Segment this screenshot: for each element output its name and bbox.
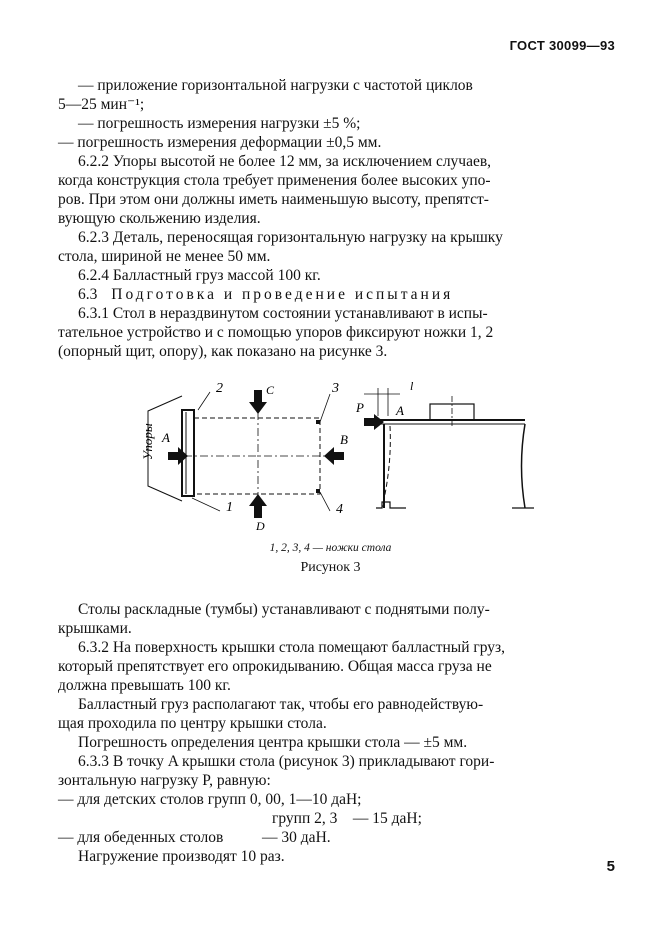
leader-3 (320, 394, 330, 422)
text-line: 6.2.2 Упоры высотой не более 12 мм, за исключением случаев, (78, 153, 492, 170)
section-heading (58, 285, 618, 304)
figure-caption: 1, 2, 3, 4 — ножки стола (269, 542, 392, 554)
arrow-a-shaft (168, 452, 178, 460)
floor-stop (376, 502, 406, 508)
leader-2 (198, 392, 210, 410)
label-a: A (162, 430, 170, 445)
label-c: C (266, 383, 275, 397)
section-number: 6.3 (78, 286, 98, 303)
arrow-b-shaft (334, 452, 344, 460)
label-l: l (410, 379, 414, 393)
text-line: 6.3.2 На поверхность крышки стола помещают балластный груз, (78, 639, 506, 656)
text-line: — для детских столов групп 0, 00, 1—10 даН; (58, 791, 362, 808)
section-title: Подготовка и проведение испытания (111, 286, 454, 303)
label-a-side: A (396, 403, 404, 418)
text-line: Балластный груз располагают так, чтобы его равнодействую- (78, 696, 484, 713)
leader-4 (320, 492, 330, 511)
arrow-c-shaft (254, 390, 262, 402)
arrow-b-head (324, 447, 334, 465)
text-line: стола, шириной не менее 50 мм. (58, 248, 271, 265)
label-d: D (256, 519, 265, 533)
text-line: крышками. (58, 620, 132, 637)
text-line: вующую скольжению изделия. (58, 210, 261, 227)
text-line: когда конструкция стола требует применения более высоких упо- (58, 172, 491, 189)
text-line: (опорный щит, опору), как показано на рисунке 3. (58, 343, 388, 360)
text-line: который препятствует его опрокидыванию. Общая масса груза не (58, 658, 492, 675)
label-leg-2: 2 (216, 381, 223, 396)
text-line: 5—25 мин⁻¹; (58, 96, 145, 113)
label-leg-1: 1 (226, 500, 233, 515)
text-line: тательное устройство и с помощью упоров фиксируют ножки 1, 2 (58, 324, 494, 341)
label-p: P (356, 400, 364, 415)
text-line: Столы раскладные (тумбы) устанавливают с поднятыми полу- (78, 601, 490, 618)
text-line: ров. При этом они должны иметь наименьшую высоту, препятст- (58, 191, 489, 208)
arrow-p-shaft (364, 418, 374, 426)
page-number: 5 (606, 858, 615, 875)
leg-4-marker (316, 489, 320, 493)
text-line: 6.2.4 Балластный груз массой 100 кг. (78, 267, 321, 284)
text-line: — приложение горизонтальной нагрузки с частотой циклов (78, 77, 473, 94)
text-line: групп 2, 3 — 15 даН; (272, 810, 422, 827)
text-line: щая проходила по центру крышки стола. (58, 715, 327, 732)
leg-3-marker (316, 420, 320, 424)
text-line: — для обеденных столов — 30 даН. (58, 829, 331, 846)
text-line: зонтальную нагрузку P, равную: (58, 772, 271, 789)
text-line: 6.3.3 В точку A крышки стола (рисунок 3) прикладывают гори- (78, 753, 495, 770)
text-line: — погрешность измерения нагрузки ±5 %; (78, 115, 361, 132)
text-line: 6.2.3 Деталь, переносящая горизонтальную нагрузку на крышку (78, 229, 503, 246)
top-text-block (58, 76, 618, 361)
arrow-d-head (249, 494, 267, 506)
arrow-p-head (374, 414, 384, 430)
label-leg-3: 3 (332, 381, 339, 396)
text-line: должна превышать 100 кг. (58, 677, 231, 694)
text-line: Нагружение производят 10 раз. (78, 848, 285, 865)
text-line: 6.3.1 Стол в нераздвинутом состоянии устанавливают в испы- (78, 305, 488, 322)
stops-label: Упоры (140, 423, 155, 460)
leader-1 (192, 498, 220, 511)
text-line: — погрешность измерения деформации ±0,5 мм. (58, 134, 382, 151)
bottom-text-block (58, 600, 618, 866)
text-line: Погрешность определения центра крышки стола — ±5 мм. (78, 734, 468, 751)
figure-3-diagram (120, 366, 540, 536)
label-leg-4: 4 (336, 502, 343, 517)
arrow-c-head (249, 402, 267, 414)
document-header: ГОСТ 30099—93 (509, 38, 615, 53)
arrow-d-shaft (254, 506, 262, 518)
label-b: B (340, 432, 348, 447)
side-right-end (522, 424, 526, 508)
figure-title: Рисунок 3 (300, 560, 361, 575)
